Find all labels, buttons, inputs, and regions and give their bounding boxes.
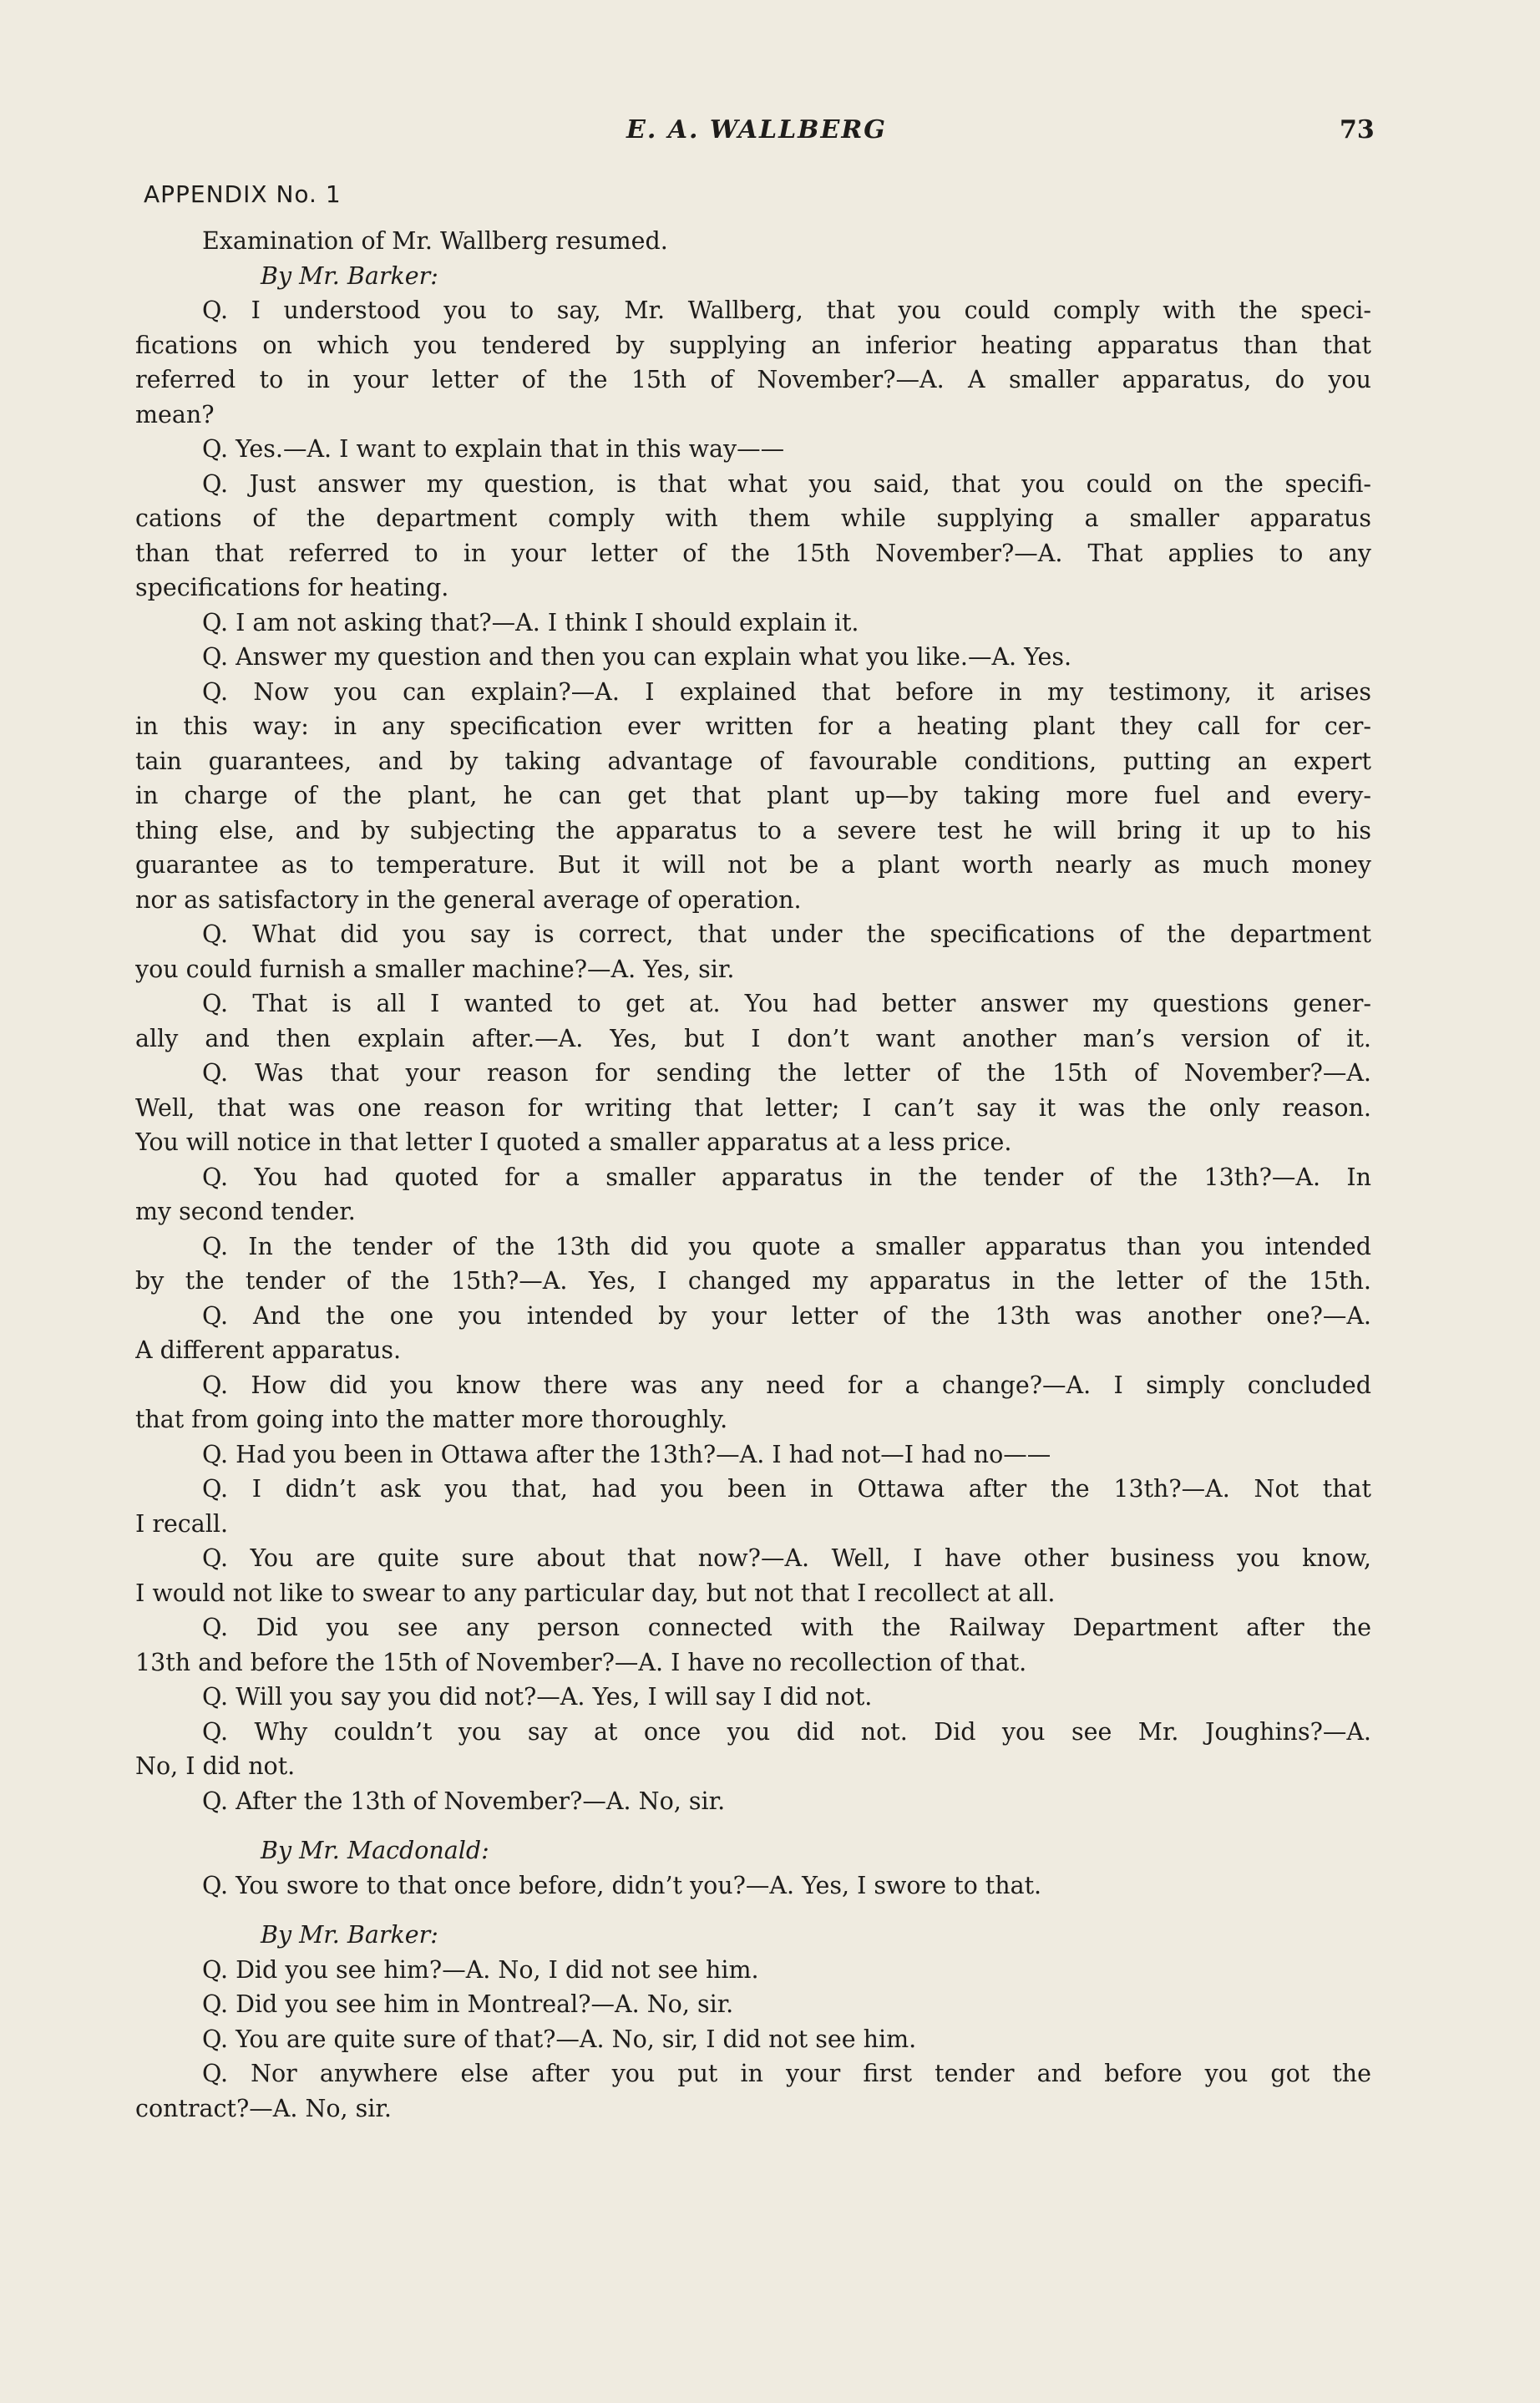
page-number: 73: [1340, 115, 1375, 144]
text-line: Q. I am not asking that?—A. I think I should explain it.: [202, 608, 859, 636]
text-line: Q. You had quoted for a smaller apparatus in the tender of the 13th?—A. In: [202, 1163, 1371, 1191]
text-line: Q. Nor anywhere else after you put in your first tender and before you got the: [202, 2060, 1371, 2087]
appendix-label: APPENDIX No. 1: [144, 180, 342, 208]
text-line: cations of the department comply with them while supplying a smaller apparatus: [135, 504, 1371, 532]
running-title: E. A. WALLBERG: [626, 115, 887, 144]
text-line: I would not like to swear to any particular day, but not that I recollect at all.: [135, 1579, 1056, 1607]
text-line: Q. Was that your reason for sending the letter of the 15th of November?—A.: [202, 1059, 1371, 1087]
text-line: specifications for heating.: [135, 574, 449, 601]
text-line: Well, that was one reason for writing that letter; I can’t say it was the only reason.: [135, 1093, 1371, 1122]
text-line: Q. Will you say you did not?—A. Yes, I will say I did not.: [202, 1683, 873, 1711]
text-line: Q. What did you say is correct, that under the specifications of the department: [202, 920, 1371, 948]
text-line: A different apparatus.: [135, 1336, 402, 1364]
text-line: Q. You are quite sure about that now?—A. Well, I have other business you know,: [202, 1544, 1371, 1572]
text-line: Q. In the tender of the 13th did you quote a smaller apparatus than you intended: [202, 1232, 1371, 1260]
text-line: Q. I understood you to say, Mr. Wallberg, that you could comply with the speci-: [202, 297, 1371, 324]
text-line: contract?—A. No, sir.: [135, 2094, 392, 2122]
text-line: Q. You are quite sure of that?—A. No, sir, I did not see him.: [202, 2025, 917, 2053]
text-line: You will notice in that letter I quoted a smaller apparatus at a less price.: [135, 1128, 1012, 1156]
text-line: in this way: in any specification ever written for a heating plant they call for cer-: [135, 712, 1371, 740]
text-line: referred to in your letter of the 15th of November?—A. A smaller apparatus, do you: [135, 366, 1371, 393]
text-line: Q. Why couldn’t you say at once you did not. Did you see Mr. Joughins?—A.: [202, 1717, 1371, 1746]
text-line: No, I did not.: [135, 1752, 296, 1780]
text-line: ally and then explain after.—A. Yes, but I don’t want another man’s version of it.: [135, 1024, 1371, 1052]
text-line: in charge of the plant, he can get that plant up—by taking more fuel and every-: [135, 782, 1371, 809]
text-line: my second tender.: [135, 1198, 356, 1225]
text-line: Q. You swore to that once before, didn’t you?—A. Yes, I swore to that.: [202, 1871, 1042, 1899]
text-line: Q. And the one you intended by your letter of the 13th was another one?—A.: [202, 1301, 1371, 1330]
text-line: Q. That is all I wanted to get at. You had better answer my questions gener-: [202, 990, 1371, 1017]
text-line: fications on which you tendered by supplying an inferior heating apparatus than that: [135, 331, 1371, 359]
text-line: guarantee as to temperature. But it will not be a plant worth nearly as much money: [135, 851, 1371, 879]
text-line: Q. How did you know there was any need for a change?—A. I simply concluded: [202, 1371, 1371, 1399]
text-line: Examination of Mr. Wallberg resumed.: [202, 227, 668, 255]
text-line: Q. Yes.—A. I want to explain that in this way——: [202, 435, 785, 463]
text-line: Q. Did you see any person connected with the Railway Department after the: [202, 1614, 1371, 1641]
text-line: Q. I didn’t ask you that, had you been in Ottawa after the 13th?—A. Not that: [202, 1475, 1371, 1503]
text-line: Q. After the 13th of November?—A. No, sir.: [202, 1787, 726, 1815]
speaker-heading: By Mr. Barker:: [261, 261, 438, 290]
text-line: Q. Now you can explain?—A. I explained that before in my testimony, it arises: [202, 677, 1371, 706]
speaker-heading: By Mr. Macdonald:: [261, 1837, 489, 1864]
testimony-text: [135, 224, 1371, 2126]
text-line: by the tender of the 15th?—A. Yes, I changed my apparatus in the letter of the 15th.: [135, 1267, 1371, 1295]
text-line: Q. Answer my question and then you can explain what you like.—A. Yes.: [202, 643, 1072, 671]
text-line: nor as satisfactory in the general average of operation.: [135, 885, 802, 914]
text-line: tain guarantees, and by taking advantage of favourable conditions, putting an expert: [135, 747, 1371, 775]
text-line: mean?: [135, 400, 215, 428]
text-line: you could furnish a smaller machine?—A. Yes, sir.: [135, 955, 735, 983]
text-line: 13th and before the 15th of November?—A. I have no recollection of that.: [135, 1648, 1027, 1676]
text-line: Q. Had you been in Ottawa after the 13th?—A. I had not—I had no——: [202, 1440, 1051, 1468]
text-line: Q. Did you see him in Montreal?—A. No, sir.: [202, 1990, 734, 2018]
text-line: Q. Did you see him?—A. No, I did not see him.: [202, 1955, 759, 1984]
text-line: that from going into the matter more thoroughly.: [135, 1406, 728, 1433]
text-line: I recall.: [135, 1509, 229, 1538]
text-line: Q. Just answer my question, is that what you said, that you could on the specifi-: [202, 469, 1371, 498]
text-line: thing else, and by subjecting the apparatus to a severe test he will bring it up to his: [135, 816, 1371, 844]
running-header: [0, 115, 1540, 149]
speaker-heading: By Mr. Barker:: [261, 1921, 438, 1949]
text-line: than that referred to in your letter of the 15th November?—A. That applies to any: [135, 539, 1371, 567]
